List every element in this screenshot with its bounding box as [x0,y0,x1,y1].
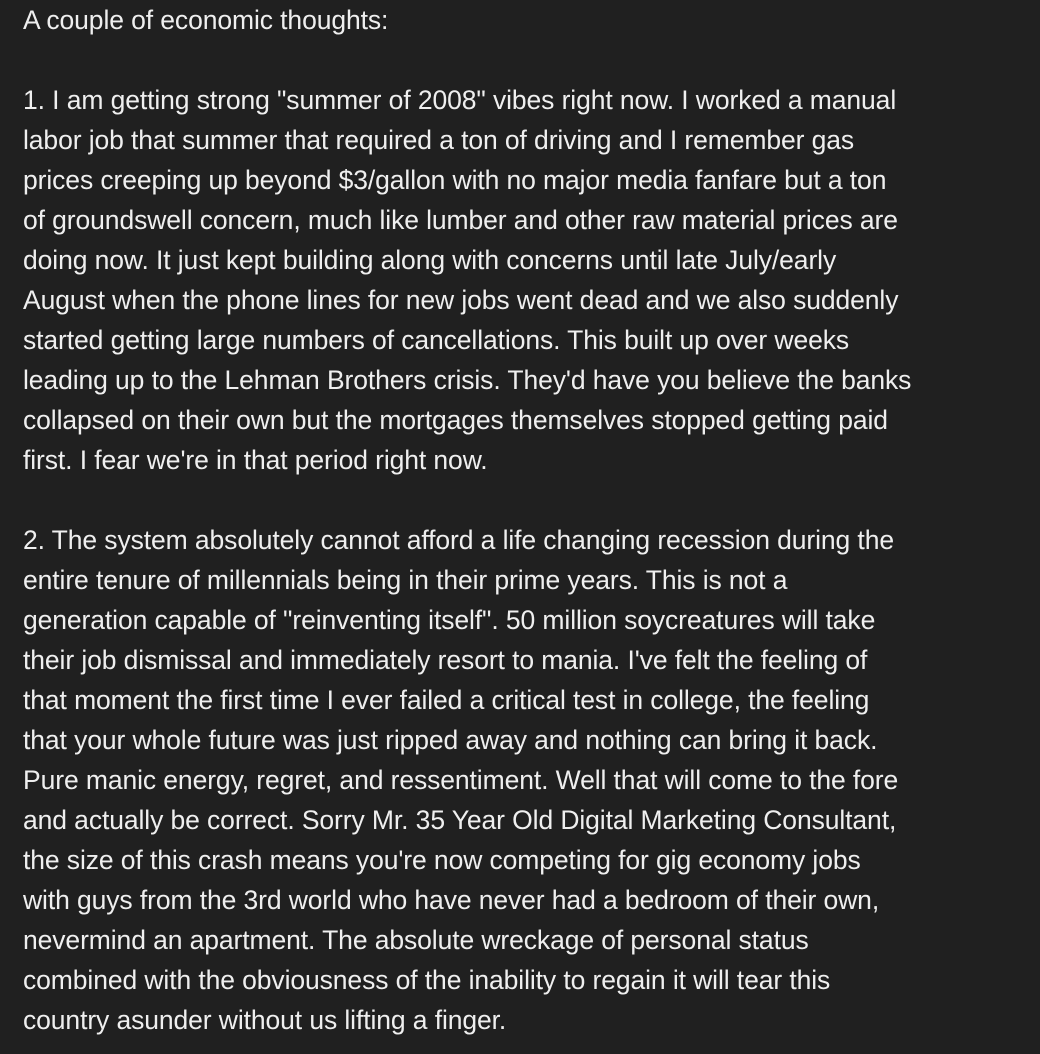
point-1-line: 1. I am getting strong "summer of 2008" vibes right now. I worked a manual [23,85,897,115]
intro-text: A couple of economic thoughts: [23,5,389,35]
point-2-line: and actually be correct. Sorry Mr. 35 Year Old Digital Marketing Consultant, [23,805,897,835]
point-1-line: first. I fear we're in that period right now. [23,445,488,475]
point-2-line: that moment the first time I ever failed a critical test in college, the feeling [23,685,870,715]
point-2-line: nevermind an apartment. The absolute wreckage of personal status [23,925,809,955]
point-1-line: prices creeping up beyond $3/gallon with no major media fanfare but a ton [23,165,887,195]
point-1-paragraph [23,80,1033,480]
point-1-line: doing now. It just kept building along with concerns until late July/early [23,245,837,275]
point-2-line: Pure manic energy, regret, and ressentiment. Well that will come to the fore [23,765,899,795]
point-2-line: combined with the obviousness of the inability to regain it will tear this [23,965,831,995]
paragraph-gap [23,480,1033,520]
point-2-line: generation capable of "reinventing itself". 50 million soycreatures will take [23,605,876,635]
point-2-line: their job dismissal and immediately resort to mania. I've felt the feeling of [23,645,868,675]
point-1-line: of groundswell concern, much like lumber and other raw material prices are [23,205,898,235]
paragraph-gap [23,40,1033,80]
point-1-line: leading up to the Lehman Brothers crisis. They'd have you believe the banks [23,365,912,395]
post-body [23,0,1033,1040]
point-2-line: the size of this crash means you're now competing for gig economy jobs [23,845,861,875]
point-1-line: August when the phone lines for new jobs went dead and we also suddenly [23,285,899,315]
point-2-line: 2. The system absolutely cannot afford a life changing recession during the [23,525,894,555]
point-1-line: labor job that summer that required a ton of driving and I remember gas [23,125,855,155]
point-2-line: that your whole future was just ripped away and nothing can bring it back. [23,725,878,755]
point-2-line: country asunder without us lifting a finger. [23,1005,507,1035]
point-2-line: with guys from the 3rd world who have never had a bedroom of their own, [23,885,880,915]
point-2-line: entire tenure of millennials being in their prime years. This is not a [23,565,788,595]
point-2-paragraph [23,520,1033,1040]
point-1-line: started getting large numbers of cancellations. This built up over weeks [23,325,850,355]
point-1-line: collapsed on their own but the mortgages themselves stopped getting paid [23,405,888,435]
